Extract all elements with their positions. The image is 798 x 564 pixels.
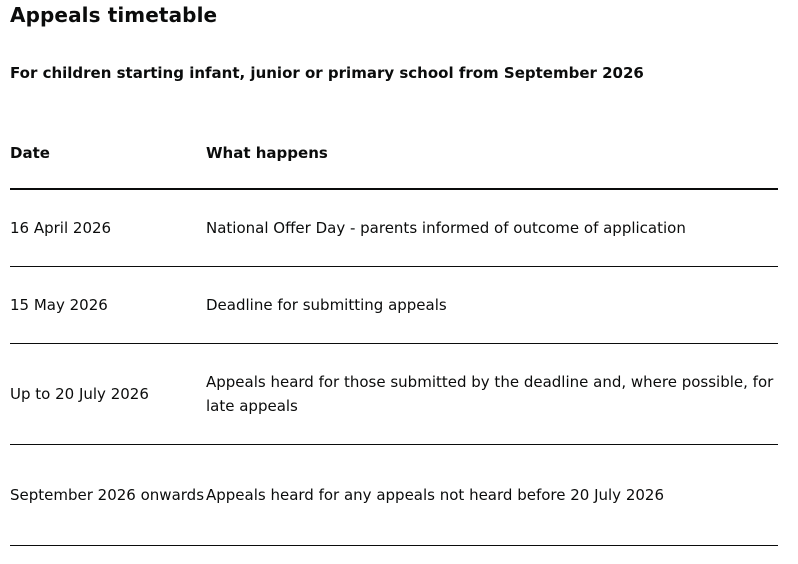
- page-title: Appeals timetable: [10, 3, 218, 27]
- table-row: [10, 344, 778, 445]
- table-row: [10, 189, 778, 267]
- cell-date: September 2026 onwards: [10, 445, 206, 546]
- table-header: [10, 120, 778, 189]
- section-subtitle: For children starting infant, junior or primary school from September 2026: [10, 64, 644, 82]
- cell-what-happens: Deadline for submitting appeals: [206, 267, 778, 344]
- cell-date: 15 May 2026: [10, 267, 206, 344]
- table-header-row: [10, 120, 778, 189]
- cell-date: Up to 20 July 2026: [10, 344, 206, 445]
- table-row: [10, 445, 778, 546]
- cell-date: 16 April 2026: [10, 189, 206, 267]
- table-body: [10, 189, 778, 546]
- cell-what-happens: Appeals heard for any appeals not heard before 20 July 2026: [206, 445, 778, 546]
- column-header-what-happens: What happens: [206, 120, 778, 189]
- column-header-date: Date: [10, 120, 206, 189]
- cell-what-happens: Appeals heard for those submitted by the deadline and, where possible, for late appeals: [206, 344, 778, 445]
- timetable-table: [10, 120, 778, 546]
- cell-what-happens: National Offer Day - parents informed of outcome of application: [206, 189, 778, 267]
- table-row: [10, 267, 778, 344]
